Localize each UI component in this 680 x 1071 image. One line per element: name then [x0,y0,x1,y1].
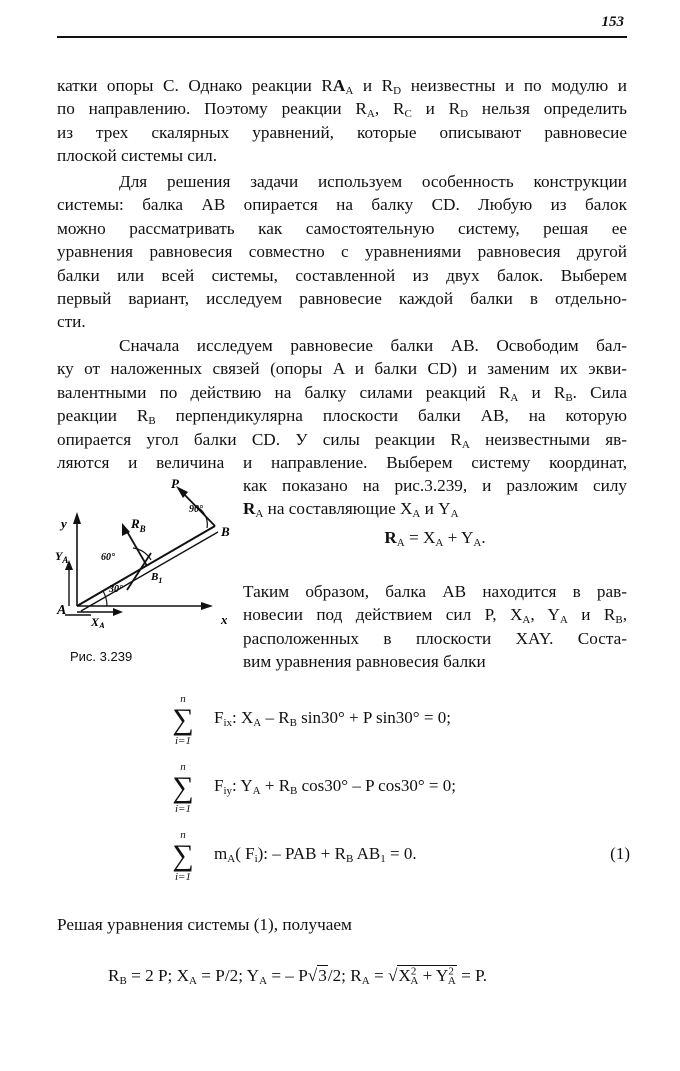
right-column-text-1 [243,474,627,521]
label-x: x [221,612,228,627]
equation-number: (1) [610,844,630,863]
decomposition-equation: $R_A = X_A + Y_A$. [384,528,486,549]
label-a: A [57,603,67,618]
text-line: балки или всей системы, составленной из двух балок. Выберем [57,265,627,285]
text-line: уравнения равновесия совместно с уравнениями равновесия другой [57,242,627,262]
label-b: B [221,524,230,539]
paragraph-2 [57,170,627,334]
figure-caption: Рис. 3.239 [70,649,133,664]
text-line: Сначала исследуем равновесие балки AB. Освободим бал- [119,336,627,355]
result-formula: $R_B = 2$ P; $X_A = P/2$; $Y_A$ = – P√3/2; $R_A = √X^2_A + Y^2_A = P$. [108,965,488,987]
page-number: 153 [601,14,624,30]
equation-text: $F_{iy}$: $Y_A + R_B$ cos30° – P cos30° = 0; [214,776,456,797]
text-line: опирается угол балки CD. У силы реакции $R_A$ неизвестными яв- [57,429,628,451]
force-xa-arrow-icon [113,608,123,616]
text-line: можно рассматривать как самостоятельную систему, решая ее [57,218,627,238]
label-p: P [171,478,179,491]
label-rb: $R_B$ [131,516,146,534]
summation-sign: n ∑ i=1 [172,693,194,747]
y-axis-arrow-icon [73,512,81,524]
header-rule [57,36,627,38]
label-ya: $Y_A$ [55,549,69,565]
label-y: y [61,516,67,531]
text-line: расположенных в плоскости XAY. Соста- [243,628,627,648]
label-60: 60° [101,552,115,563]
text-line: как показано на рис.3.239, и разложим силу [243,476,627,495]
label-xa: $X_A$ [91,615,106,628]
equation-3 [170,829,630,889]
text-line: $R_A$ на составляющие $X_A$ и $Y_A$ [243,499,459,521]
text-line: ляются и величина и направление. Выберем систему координат, [57,453,627,473]
text-line: реакции $R_B$ перпендикулярна плоскости балки AB, на которую [57,406,627,428]
text-line: Таким образом, балка AB находится в рав- [243,582,627,601]
figure-3-239 [55,478,240,628]
text-line: первый вариант, исследуем равновесие каждой балки в отдельно- [57,289,627,309]
summation-sign: n ∑ i=1 [172,829,194,883]
equation-2 [170,761,630,821]
equation-1 [170,693,630,753]
text-line: Для решения задачи используем особенность конструкции [119,172,627,191]
text-line: катки опоры С. Однако реакции $RA_A$ и $R_D$ неизвестны и по модулю и [57,76,628,97]
text-line: ку от наложенных связей (опоры A и балки CD) и заменим их экви- [57,359,627,379]
text-line: по направлению. Поэтому реакции $R_A$, $R_C$ и $R_D$ нельзя определить [57,99,627,121]
text-line: сти. [57,312,86,332]
text-line: плоской системы сил. [57,146,218,166]
text-line: вим уравнения равновесия балки [243,652,486,672]
equation-text: $m_A$( $F_i$): – PAB + $R_B$ $AB_1 = 0$. [214,844,417,865]
label-90: 90° [189,504,203,515]
right-column-text-2 [243,580,627,674]
beam-ab-edge [81,532,218,611]
paragraph-3 [57,334,627,474]
equation-text: $F_{ix}$: $X_A - R_B$ sin30° + P sin30° = 0; [214,708,451,729]
label-30: 30° [109,584,123,595]
summation-sign: n ∑ i=1 [172,761,194,815]
text-line: системы: балка AB опирается на балку CD. Любую из балок [57,195,627,215]
label-b1: $B_1$ [151,571,163,585]
x-axis-arrow-icon [201,602,213,610]
paragraph-1 [57,74,627,168]
text-line: из трех скалярных уравнений, которые описывают равновесие [57,122,627,142]
beam-cd [127,553,151,590]
text-line: валентными по действию на балку силами реакций $R_A$ и $R_B$. Сила [57,382,627,404]
text-line: новесии под действием сил P, $X_A$, $Y_A$ и $R_B$, [243,605,627,627]
result-intro: Решая уравнения системы (1), получаем [57,915,352,934]
